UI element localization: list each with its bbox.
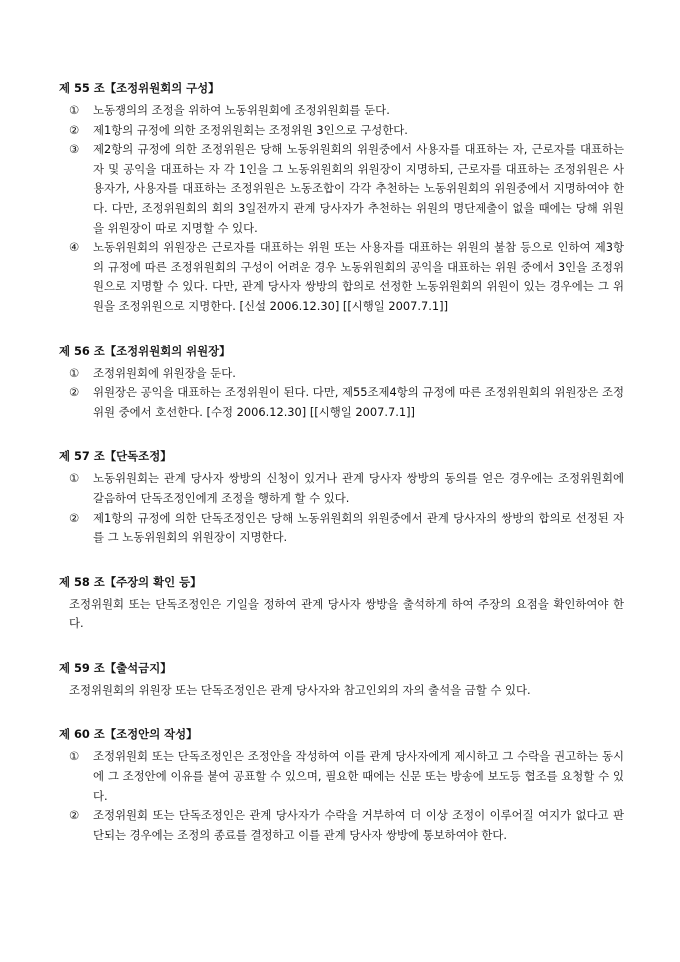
clause <box>59 364 624 384</box>
article-heading: 제 57 조【단독조정】 <box>59 449 172 464</box>
clause-number: ③ <box>69 142 80 157</box>
article-text: 조정위원회의 위원장 또는 단독조정인은 관계 당사자와 참고인외의 자의 출석을 금할 수 있다. <box>69 682 531 697</box>
clause-text: 위원장은 공익을 대표하는 조정위원이 된다. 다만, 제55조제4항의 규정에 따른 조정위원회의 위원장은 조정위원 중에서 호선한다. [수정 2006.12.30] [[시행일 2007.7.1]] <box>93 385 624 419</box>
clause <box>59 747 624 806</box>
clause-number: ② <box>69 122 80 137</box>
clause <box>59 140 624 238</box>
article-60 <box>59 726 624 845</box>
article-heading: 제 60 조【조정안의 작성】 <box>59 727 198 742</box>
clause-text: 조정위원회에 위원장을 둔다. <box>93 365 236 380</box>
clause <box>59 469 624 508</box>
clause-text: 제2항의 규정에 의한 조정위원은 당해 노동위원회의 위원중에서 사용자를 대표하는 자, 근로자를 대표하는 자 및 공익을 대표하는 자 각 1인을 그 노동위원회의 위원장이 지명하되, 근로자를 대표하는 조정위원은 사용자가, 사용자를 대표하는 조정위원은 노동조합이 각각 추천하는 노동위원회의 위원중에서 지명하여야 한다. 다만, 조정위원회의 회의 3일전까지 관계 당사자가 추천하는 위원의 명단제출이 없을 때에는 당해 위원을 위원장이 따로 지명할 수 있다. <box>93 142 624 235</box>
clause-text: 노동위원회의 위원장은 근로자를 대표하는 위원 또는 사용자를 대표하는 위원의 불참 등으로 인하여 제3항의 규정에 따른 조정위원회의 구성이 어려운 경우 노동위원회의 공익을 대표하는 위원 중에서 3인을 조정위원으로 지명할 수 있다. 다만, 관계 당사자 쌍방의 합의로 선정한 노동위원회의 위원이 있는 경우에는 그 위원을 조정위원으로 지명한다. [신설 2006.12.30] [[시행일 2007.7.1]] <box>93 240 624 313</box>
article-heading: 제 58 조【주장의 확인 등】 <box>59 574 202 589</box>
article-55 <box>59 80 624 317</box>
article-57 <box>59 448 624 547</box>
article-heading: 제 59 조【출석금지】 <box>59 660 172 675</box>
clause-number: ② <box>69 510 80 525</box>
article-59 <box>59 660 624 701</box>
article-heading: 제 56 조【조정위원회의 위원장】 <box>59 343 231 358</box>
clause <box>59 121 624 141</box>
article-heading: 제 55 조【조정위원회의 구성】 <box>59 81 220 95</box>
clause-text: 노동위원회는 관계 당사자 쌍방의 신청이 있거나 관계 당사자 쌍방의 동의를 얻은 경우에는 조정위원회에 갈음하여 단독조정인에게 조정을 행하게 할 수 있다. <box>93 471 624 505</box>
clause-text: 조정위원회 또는 단독조정인은 관계 당사자가 수락을 거부하여 더 이상 조정이 이루어질 여지가 없다고 판단되는 경우에는 조정의 종료를 결정하고 이를 관계 당사자 쌍방에 통보하여야 한다. <box>93 808 624 842</box>
clause-number: ② <box>69 385 80 400</box>
clause-text: 노동쟁의의 조정을 위하여 노동위원회에 조정위원회를 둔다. <box>93 103 390 117</box>
clause-text: 제1항의 규정에 의한 단독조정인은 당해 노동위원회의 위원중에서 관계 당사자의 쌍방의 합의로 선정된 자를 그 노동위원회의 위원장이 지명한다. <box>93 510 624 545</box>
clause <box>59 806 624 845</box>
clause <box>59 238 624 316</box>
clause <box>59 383 624 422</box>
article-56 <box>59 343 624 423</box>
clause-number: ② <box>69 808 80 823</box>
clause-text: 제1항의 규정에 의한 조정위원회는 조정위원 3인으로 구성한다. <box>93 122 408 137</box>
article-text: 조정위원회 또는 단독조정인은 기일을 정하여 관계 당사자 쌍방을 출석하게 하여 주장의 요점을 확인하여야 한다. <box>69 596 624 631</box>
clause <box>59 509 624 548</box>
clause-text: 조정위원회 또는 단독조정인은 조정안을 작성하여 이를 관계 당사자에게 제시하고 그 수락을 권고하는 동시에 그 조정안에 이유를 붙여 공표할 수 있으며, 필요한 때에는 신문 또는 방송에 보도등 협조를 요청할 수 있다. <box>93 749 624 803</box>
clause-number: ① <box>69 103 80 117</box>
clause-number: ④ <box>69 240 80 255</box>
clause-number: ① <box>69 471 80 486</box>
clause <box>59 101 624 121</box>
clause-number: ① <box>69 365 80 380</box>
clause-number: ① <box>69 749 80 764</box>
article-58 <box>59 574 624 634</box>
